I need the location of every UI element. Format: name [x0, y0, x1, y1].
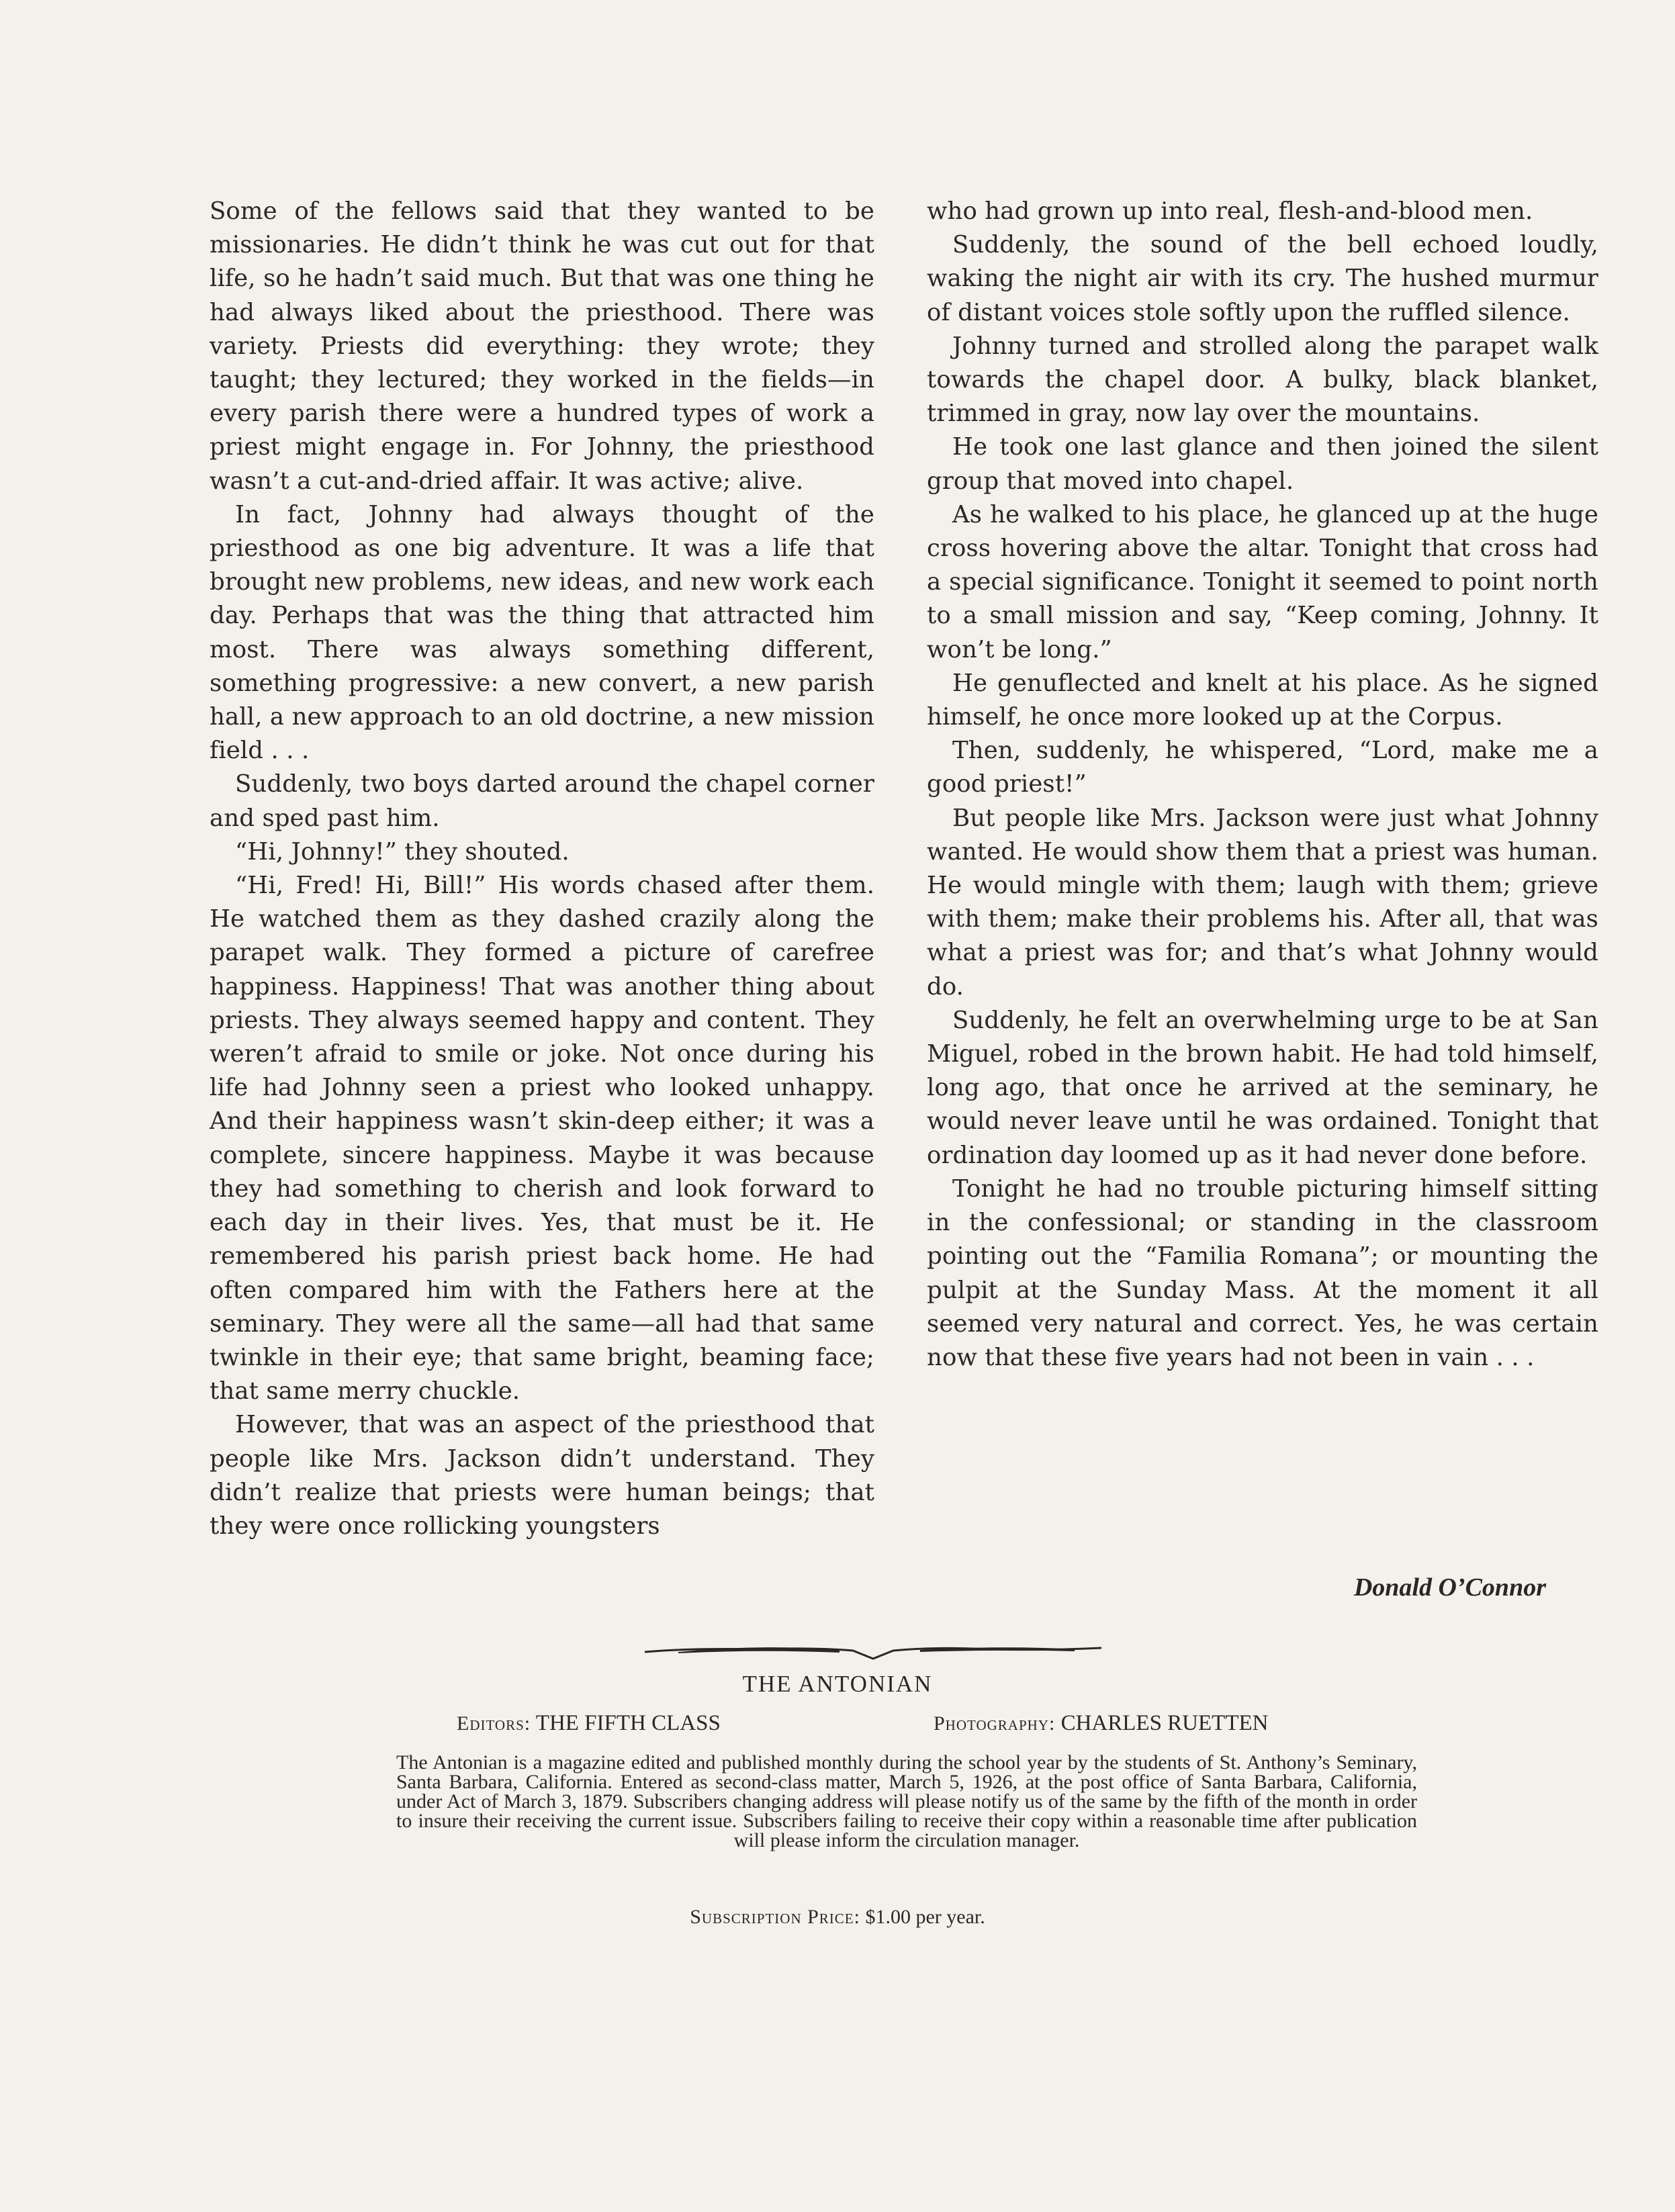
editors-value: THE FIFTH CLASS: [535, 1711, 721, 1735]
editors-label: Editors:: [457, 1712, 531, 1735]
paragraph: Johnny turned and strolled along the parapet walk towards the chapel door. A bulky, black blanket, trimmed in gray, now lay over the mountains.: [927, 332, 1598, 428]
article-right-column: [927, 195, 1598, 1375]
paragraph: “Hi, Fred! Hi, Bill!” His words chased after them. He watched them as they dashed crazily along the parapet walk. They formed a picture of carefree happiness. Happiness! That was another thing about priests. They always seemed happy and content. They weren’t afraid to smile or joke. Not once during his life had Johnny seen a priest who looked unhappy. And their happiness wasn’t skin-deep either; it was a complete, sincere happiness. Maybe it was because they had something to cherish and look forward to each day in their lives. Yes, that must be it. He remembered his parish priest back home. He had often compared him with the Fathers here at the seminary. They were all the same—all had that same twinkle in their eye; that same bright, beaming face; that same merry chuckle.: [210, 872, 874, 1405]
paragraph: But people like Mrs. Jackson were just what Johnny wanted. He would show them that a priest was human. He would mingle with them; laugh with them; grieve with them; make their problems his. After all, that was what a priest was for; and that’s what Johnny would do.: [927, 804, 1598, 1001]
article-left-column: [210, 195, 874, 1543]
masthead: [0, 1671, 1675, 1698]
paragraph: “Hi, Johnny!” they shouted.: [235, 837, 570, 866]
paragraph: Tonight he had no trouble picturing himself sitting in the confessional; or standing in the classroom pointing out the “Familia Romana”; or mounting the pulpit at the Sunday Mass. At the moment it all seemed very natural and correct. Yes, he was certain now that these five years had not been in vain . . .: [927, 1174, 1598, 1371]
paragraph: Suddenly, he felt an overwhelming urge to be at San Miguel, robed in the brown habit. He had told himself, long ago, that once he arrived at the seminary, he would never leave until he was ordained. Tonight that ordination day loomed up as it had never done before.: [927, 1006, 1598, 1169]
paragraph: who had grown up into real, flesh-and-blood men.: [927, 197, 1533, 225]
author-byline: Donald O’Connor: [1353, 1573, 1546, 1602]
subscription-label: Subscription Price:: [690, 1906, 860, 1928]
subscription-price: [0, 1906, 1675, 1929]
editors-credit: [457, 1711, 721, 1736]
subscription-value: $1.00 per year.: [865, 1906, 985, 1928]
paragraph: He genuflected and knelt at his place. As he signed himself, he once more looked up at the Corpus.: [927, 669, 1598, 731]
publication-notice: The Antonian is a magazine edited and published monthly during the school year by the students of St. Anthony’s Seminary, Santa Barbara, California. Entered as second-class matter, March 5, 1926, at the post office of Santa Barbara, California, under Act of March 3, 1879. Subscribers changing address will please notify us of the same by the fifth of the month in order to insure their receiving the current issue. Subscribers failing to receive their copy within a reasonable time after publication will please inform the circulation manager.: [396, 1751, 1417, 1851]
paragraph: Suddenly, two boys darted around the chapel corner and sped past him.: [210, 770, 874, 832]
paragraph: Suddenly, the sound of the bell echoed loudly, waking the night air with its cry. The hushed murmur of distant voices stole softly upon the ruffled silence.: [927, 231, 1598, 326]
paragraph: However, that was an aspect of the priesthood that people like Mrs. Jackson didn’t understand. They didn’t realize that priests were human beings; that they were once rollicking youngsters: [210, 1411, 874, 1540]
photography-label: Photography:: [934, 1712, 1056, 1735]
paragraph: He took one last glance and then joined the silent group that moved into chapel.: [927, 433, 1598, 495]
paragraph: Some of the fellows said that they wanted to be missionaries. He didn’t think he was cut out for that life, so he hadn’t said much. But that was one thing he had always liked about the priesthood. There was variety. Priests did everything: they wrote; they taught; they lectured; they worked in the fields—in every parish there were a hundred types of work a priest might engage in. For Johnny, the priesthood wasn’t a cut-and-dried affair. It was active; alive.: [210, 197, 874, 495]
photography-credit: [934, 1711, 1268, 1736]
paragraph: As he walked to his place, he glanced up at the huge cross hovering above the altar. Tonight that cross had a special significance. Tonight it seemed to point north to a small mission and say, “Keep coming, Johnny. It won’t be long.”: [927, 500, 1598, 663]
masthead-title: THE ANTONIAN: [742, 1671, 933, 1697]
paragraph: Then, suddenly, he whispered, “Lord, make me a good priest!”: [927, 737, 1598, 798]
decorative-divider: [638, 1639, 1108, 1665]
photography-value: CHARLES RUETTEN: [1060, 1711, 1269, 1735]
paragraph: In fact, Johnny had always thought of the priesthood as one big adventure. It was a life that brought new problems, new ideas, and new work each day. Perhaps that was the thing that attracted him most. There was always something different, something progressive: a new convert, a new parish hall, a new approach to an old doctrine, a new mission field . . .: [210, 500, 874, 765]
